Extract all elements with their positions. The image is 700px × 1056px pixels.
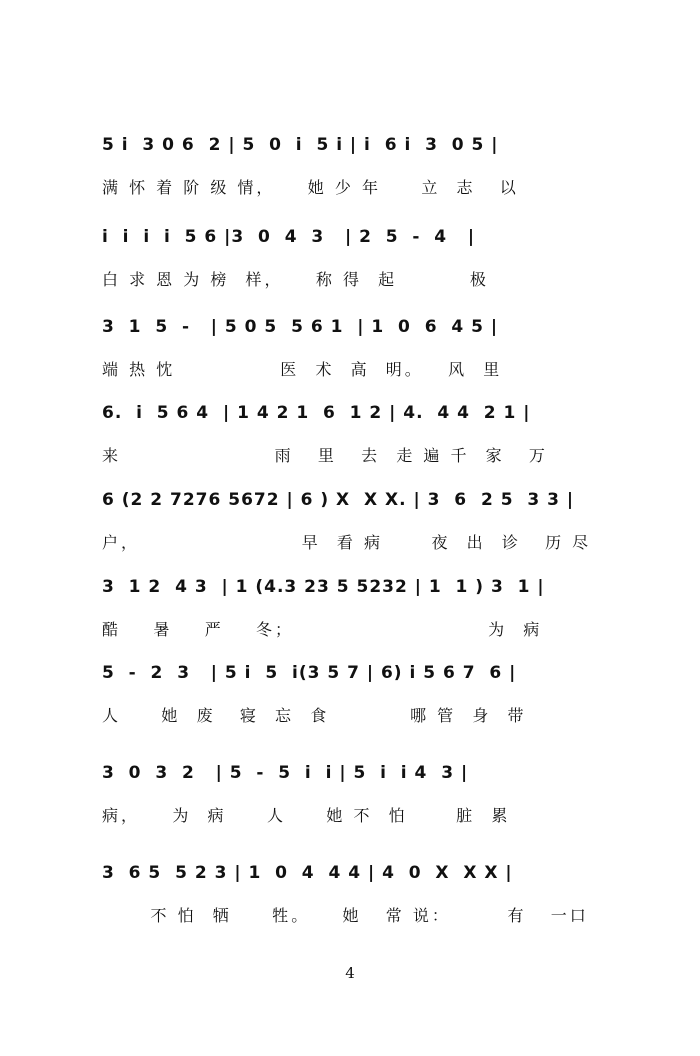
lyrics-line: 病， 为 病 人 她 不 怕 脏 累 xyxy=(102,806,511,825)
notation-line: 3 6 5 5 2 3 | 1 0 4 4 4 | 4 0 X X X | xyxy=(102,863,513,883)
notation-line: 3 1 2 4 3 | 1 (4.3 23 5 5232 | 1 1 ) 3 1 | xyxy=(102,577,545,597)
notation-line: 6. i 5 6 4 | 1 4 2 1 6 1 2 | 4. 4 4 2 1 | xyxy=(102,403,531,423)
notation-line: 6 (2 2 7276 5672 | 6 ) X X X. | 3 6 2 5 3 3 | xyxy=(102,490,575,510)
score-system-1 xyxy=(98,130,638,210)
notation-line: 5 i 3 0 6 2 | 5 0 i 5 i | i 6 i 3 0 5 | xyxy=(102,135,499,155)
notation-line: 3 0 3 2 | 5 - 5 i i | 5 i i 4 3 | xyxy=(102,763,469,783)
score-system-8 xyxy=(98,758,638,838)
lyrics-line: 酷 暑 严 冬； 为 病 xyxy=(102,620,543,639)
score-system-6 xyxy=(98,572,638,652)
score-system-7 xyxy=(98,658,638,738)
lyrics-line: 人 她 废 寝 忘 食 哪 管 身 带 xyxy=(102,706,527,725)
lyrics-line: 端 热 忱 医 术 高 明。 风 里 xyxy=(102,360,503,379)
score-system-9 xyxy=(98,858,638,938)
lyrics-line: 不 怕 牺 牲。 她 常 说： 有 一口 xyxy=(102,906,589,925)
lyrics-line: 来 雨 里 去 走 遍 千 家 万 xyxy=(102,446,548,465)
page-number: 4 xyxy=(345,964,355,982)
score-system-2 xyxy=(98,222,638,302)
lyrics-line: 户， 早 看 病 夜 出 诊 历 尽 xyxy=(102,533,592,552)
lyrics-line: 白 求 恩 为 榜 样， 称 得 起 极 xyxy=(102,270,489,289)
score-system-5 xyxy=(98,485,638,565)
notation-line: i i i i 5 6 |3 0 4 3 | 2 5 - 4 | xyxy=(102,227,476,247)
lyrics-line: 满 怀 着 阶 级 情， 她 少 年 立 志 以 xyxy=(102,178,519,197)
score-system-4 xyxy=(98,398,638,478)
score-system-3 xyxy=(98,312,638,392)
notation-line: 3 1 5 - | 5 0 5 5 6 1 | 1 0 6 4 5 | xyxy=(102,317,499,337)
notation-line: 5 - 2 3 | 5 i 5 i(3 5 7 | 6) i 5 6 7 6 | xyxy=(102,663,517,683)
